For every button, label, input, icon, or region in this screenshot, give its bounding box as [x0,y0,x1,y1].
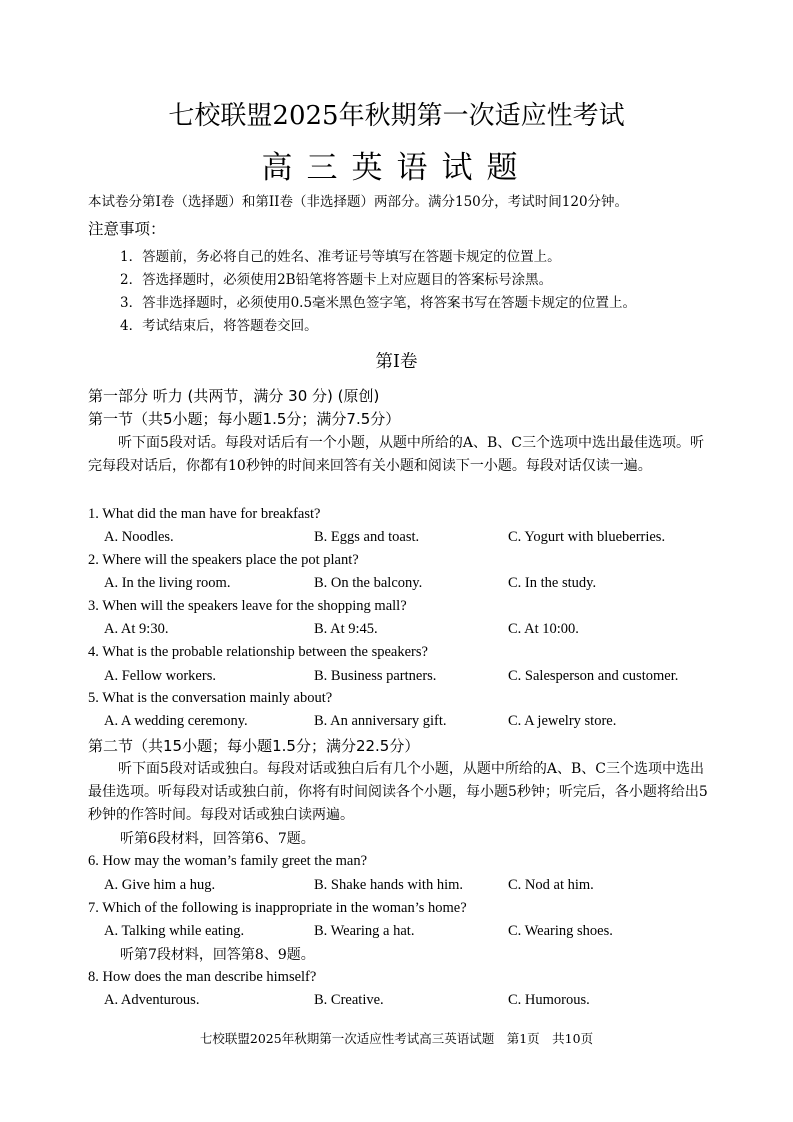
question-stem: 1. What did the man have for breakfast? [88,506,321,522]
option-b: B. On the balcony. [314,575,423,591]
section2-instructions: 听下面5段对话或独白。每段对话或独白后有几个小题，从题中所给的A、B、C三个选项中选出最佳选项。听每段对话或独白前，你将有时间阅读各个小题，每小题5秒钟；听完后，各小题将给出5秒钟的作答时间。每段对话或独白读两遍。 [88,761,708,823]
question-stem: 4. What is the probable relationship between the speakers? [88,644,428,660]
section2-heading: 第二节（共15小题；每小题1.5分；满分22.5分） [88,737,420,755]
exam-intro: 本试卷分第I卷（选择题）和第II卷（非选择题）两部分。满分150分，考试时间120分钟。 [88,194,629,210]
material-note: 听第6段材料，回答第6、7题。 [120,831,315,847]
volume-title: 第I卷 [375,352,418,372]
option-b: B. Business partners. [314,668,437,684]
option-a: A. Give him a hug. [104,877,216,893]
option-a: A. A wedding ceremony. [104,713,248,729]
question-stem: 6. How may the woman’s family greet the man? [88,853,368,869]
option-c: C. Yogurt with blueberries. [508,529,666,545]
page-footer: 七校联盟2025年秋期第一次适应性考试高三英语试题 第1页 共10页 [199,1031,594,1046]
exam-title: 七校联盟2025年秋期第一次适应性考试 [168,101,625,131]
option-b: B. An anniversary gift. [314,713,447,729]
option-c: C. A jewelry store. [508,713,617,729]
option-a: A. Noodles. [104,529,174,545]
option-c: C. Nod at him. [508,877,594,893]
option-b: B. Shake hands with him. [314,877,464,893]
option-a: A. At 9:30. [104,621,169,637]
question-stem: 2. Where will the speakers place the pot plant? [88,552,359,568]
notice-item: 2．答选择题时，必须使用2B铅笔将答题卡上对应题目的答案标号涂黑。 [120,272,553,288]
notice-item: 4．考试结束后，将答题卷交回。 [120,318,318,334]
option-c: C. Wearing shoes. [508,923,613,939]
exam-subtitle: 高三英语试题 [261,150,532,186]
question-stem: 7. Which of the following is inappropriate in the woman’s home? [88,900,467,916]
option-a: A. Fellow workers. [104,668,216,684]
option-b: B. Wearing a hat. [314,923,415,939]
section1-instructions: 听下面5段对话。每段对话后有一个小题，从题中所给的A、B、C三个选项中选出最佳选项。听完每段对话后，你都有10秒钟的时间来回答有关小题和阅读下一小题。每段对话仅读一遍。 [88,435,705,474]
option-c: C. At 10:00. [508,621,579,637]
part1-heading: 第一部分 听力 (共两节，满分 30 分) (原创) [88,387,380,405]
question-stem: 8. How does the man describe himself? [88,969,317,985]
question-stem: 3. When will the speakers leave for the shopping mall? [88,598,407,614]
notice-item: 3．答非选择题时，必须使用0.5毫米黑色签字笔，将答案书写在答题卡规定的位置上。 [120,295,637,311]
option-a: A. Talking while eating. [104,923,245,939]
section1-heading: 第一节（共5小题；每小题1.5分；满分7.5分） [88,410,401,428]
option-c: C. In the study. [508,575,597,591]
option-b: B. At 9:45. [314,621,378,637]
notice-heading: 注意事项： [88,220,166,238]
option-a: A. In the living room. [104,575,231,591]
notice-item: 1．答题前，务必将自己的姓名、准考证号等填写在答题卡规定的位置上。 [120,249,561,265]
material-note: 听第7段材料，回答第8、9题。 [120,947,315,963]
option-b: B. Creative. [314,992,384,1008]
option-c: C. Salesperson and customer. [508,668,679,684]
option-a: A. Adventurous. [104,992,200,1008]
question-stem: 5. What is the conversation mainly about? [88,690,333,706]
option-b: B. Eggs and toast. [314,529,420,545]
option-c: C. Humorous. [508,992,590,1008]
